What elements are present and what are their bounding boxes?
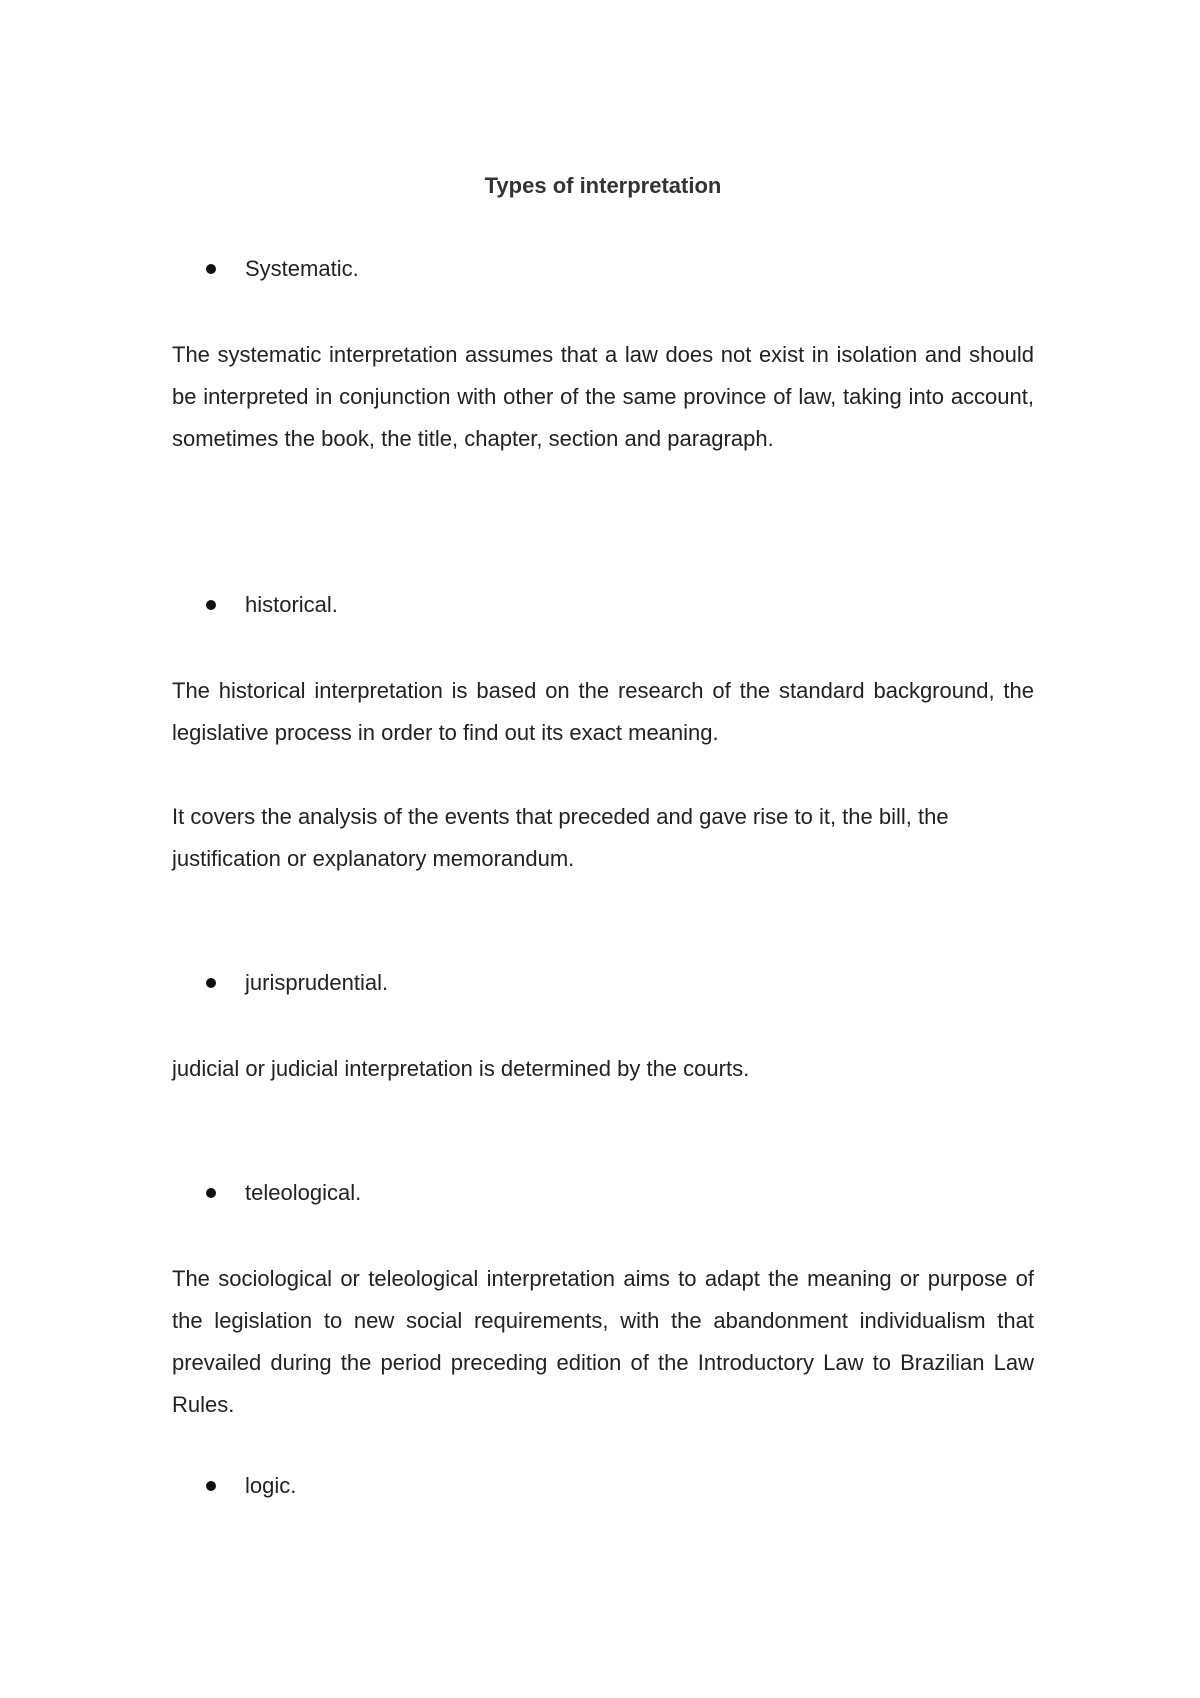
bullet-item-logic [206,1470,296,1502]
paragraph-teleological: The sociological or teleological interpretation aims to adapt the meaning or purpose of the legislation to new social requirements, with the abandonment individualism that prevailed during the period preceding edition of the Introductory Law to Brazilian Law Rules. [172,1266,1034,1417]
bullet-label: historical. [245,592,338,617]
bullet-item-jurisprudential [206,967,388,999]
bullet-icon [206,600,216,610]
document-title: Types of interpretation [484,173,722,198]
document-page [172,0,1034,1698]
bullet-icon [206,264,216,274]
bullet-item-teleological [206,1177,361,1209]
bullet-icon [206,978,216,988]
paragraph-jurisprudential: judicial or judicial interpretation is determined by the courts. [172,1056,750,1081]
bullet-label: jurisprudential. [245,970,389,995]
paragraph-historical-1: The historical interpretation is based on the research of the standard background, the legislative process in order to find out its exact meaning. [172,678,1034,745]
paragraph-historical-2: It covers the analysis of the events that preceded and gave rise to it, the bill, the justification or explanatory memorandum. [172,804,949,871]
bullet-label: teleological. [245,1180,362,1205]
bullet-icon [206,1481,216,1491]
paragraph-systematic: The systematic interpretation assumes that a law does not exist in isolation and should be interpreted in conjunction with other of the same province of law, taking into account, sometimes the book, the title, chapter, section and paragraph. [172,342,1034,451]
bullet-icon [206,1188,216,1198]
bullet-item-historical [206,589,338,621]
bullet-item-systematic [206,253,359,285]
bullet-label: Systematic. [245,256,359,281]
bullet-label: logic. [245,1473,297,1498]
